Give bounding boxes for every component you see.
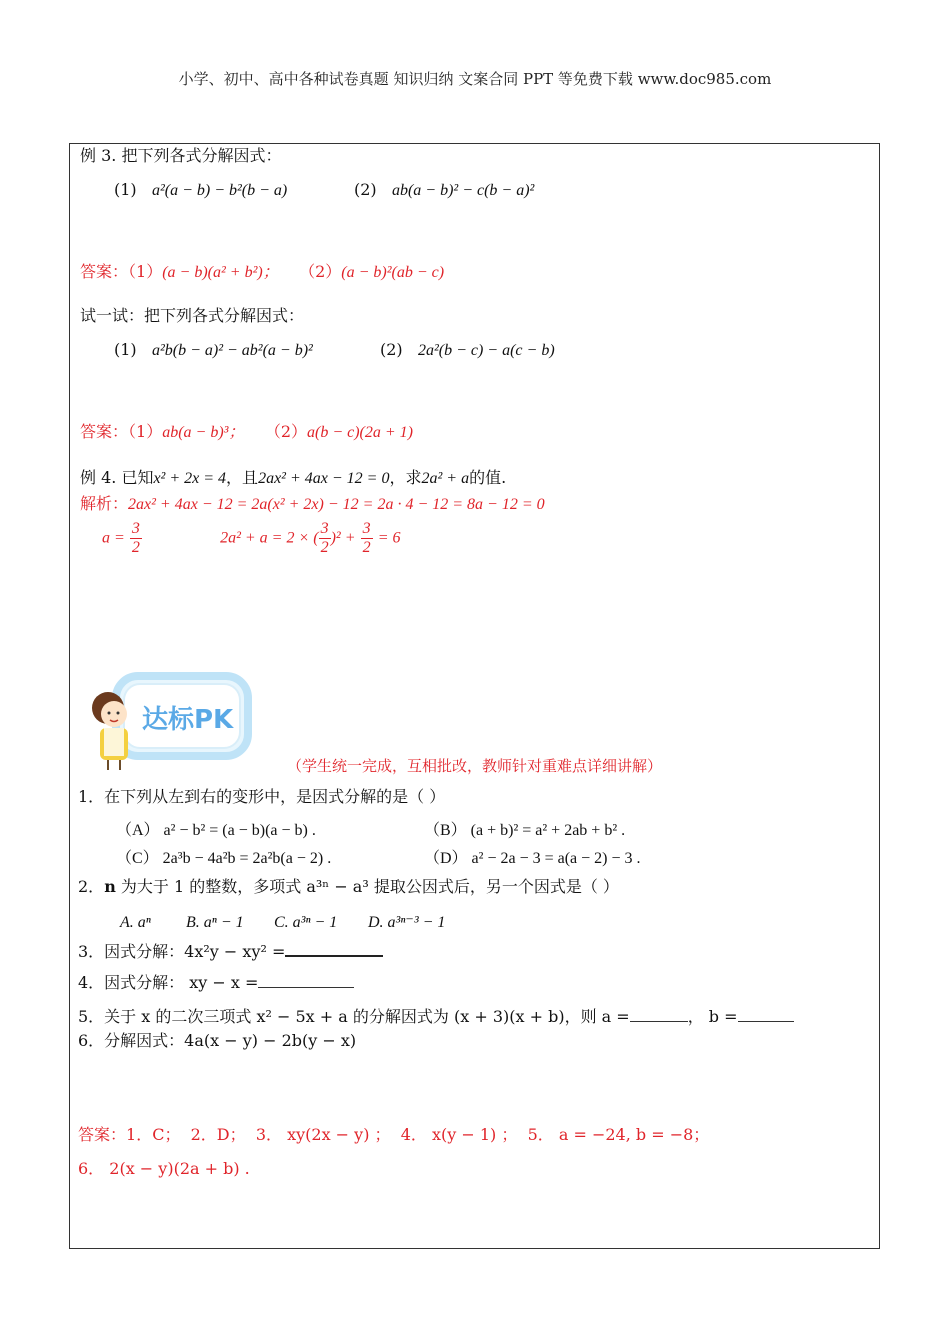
fraction-three-halves: $\frac{3}{2}$ bbox=[320, 520, 329, 556]
question-5: 5．关于 x 的二次三项式 x² − 5x + a 的分解因式为 (x + 3)(x + b)，则 a = ， b = bbox=[78, 1007, 794, 1026]
try-problem1: (1) a²b(b − a)² − ab²(a − b)² bbox=[114, 340, 313, 359]
try-answer: 答案：（1）ab(a − b)³； （2）a(b − c)(2a + 1) bbox=[80, 422, 414, 441]
fraction-three-halves: $\frac{3}{2}$ bbox=[362, 520, 371, 556]
answers-line1: 答案：1．C； 2．D； 3． xy(2x − y) ； 4． x(y − 1) ； 5． a = −24, b = −8； bbox=[78, 1125, 710, 1144]
example3-problem1: (1) a²(a − b) − b²(b − a) bbox=[114, 180, 288, 199]
example4-solution-line1: 解析：2ax² + 4ax − 12 = 2a(x² + 2x) − 12 = 2a · 4 − 12 = 8a − 12 = 0 bbox=[80, 494, 545, 513]
site-header: 小学、初中、高中各种试卷真题 知识归纳 文案合同 PPT 等免费下载 www.doc985.com bbox=[178, 70, 772, 88]
try-problem2: (2) 2a²(b − c) − a(c − b) bbox=[380, 340, 555, 359]
example4-title: 例 4. 已知x² + 2x = 4，且2ax² + 4ax − 12 = 0，求2a² + a的值. bbox=[80, 468, 507, 487]
try-title: 试一试：把下列各式分解因式： bbox=[80, 306, 305, 325]
question-6: 6．分解因式：4a(x − y) − 2b(y − x) bbox=[78, 1031, 357, 1050]
question-1-option-c: （C） 2a³b − 4a²b = 2a²b(a − 2) . bbox=[116, 850, 332, 867]
example3-title: 例 3. 把下列各式分解因式： bbox=[80, 146, 282, 165]
fraction-three-halves: $\frac{3}{2}$ bbox=[131, 520, 140, 556]
question-2-option-c: C. a³ⁿ − 1 bbox=[274, 914, 338, 931]
question-1-option-d: （D） a² − 2a − 3 = a(a − 2) − 3 . bbox=[424, 850, 641, 867]
question-1-option-b: （B） (a + b)² = a² + 2ab + b² . bbox=[424, 822, 626, 839]
question-1-option-a: （A） a² − b² = (a − b)(a − b) . bbox=[116, 822, 316, 839]
question-4: 4．因式分解： xy − x = bbox=[78, 973, 354, 992]
pk-note: （学生统一完成，互相批改，教师针对重难点详细讲解） bbox=[287, 757, 663, 775]
question-2: 2．n 为大于 1 的整数，多项式 a³ⁿ − a³ 提取公因式后，另一个因式是（ ） bbox=[78, 877, 619, 896]
example3-answer: 答案：（1）(a − b)(a² + b²)； （2）(a − b)²(ab − c) bbox=[80, 262, 445, 281]
example3-problem2: (2) ab(a − b)² − c(b − a)² bbox=[354, 180, 535, 199]
answer-blank[interactable] bbox=[285, 941, 383, 957]
answer-blank-b[interactable] bbox=[738, 1007, 794, 1022]
pk-logo-text: 达标PK bbox=[142, 705, 234, 735]
question-2-option-a: A. aⁿ bbox=[120, 914, 151, 931]
question-2-option-d: D. a³ⁿ⁻³ − 1 bbox=[368, 914, 446, 931]
question-1: 1．在下列从左到右的变形中，是因式分解的是（ ） bbox=[78, 787, 446, 806]
answers-line2: 6． 2(x − y)(2a + b) . bbox=[78, 1159, 250, 1178]
answer-blank[interactable] bbox=[258, 973, 354, 988]
question-3: 3．因式分解：4x²y − xy² = bbox=[78, 941, 383, 961]
answer-blank-a[interactable] bbox=[630, 1007, 688, 1022]
pk-logo-illustration bbox=[86, 668, 256, 774]
question-2-option-b: B. aⁿ − 1 bbox=[186, 914, 244, 931]
example4-solution-line2: a = $\frac{3}{2}$ 2a² + a = 2 × ( $\frac{3}{2}$ )² + $\frac{3}{2}$ = 6 bbox=[102, 520, 401, 556]
